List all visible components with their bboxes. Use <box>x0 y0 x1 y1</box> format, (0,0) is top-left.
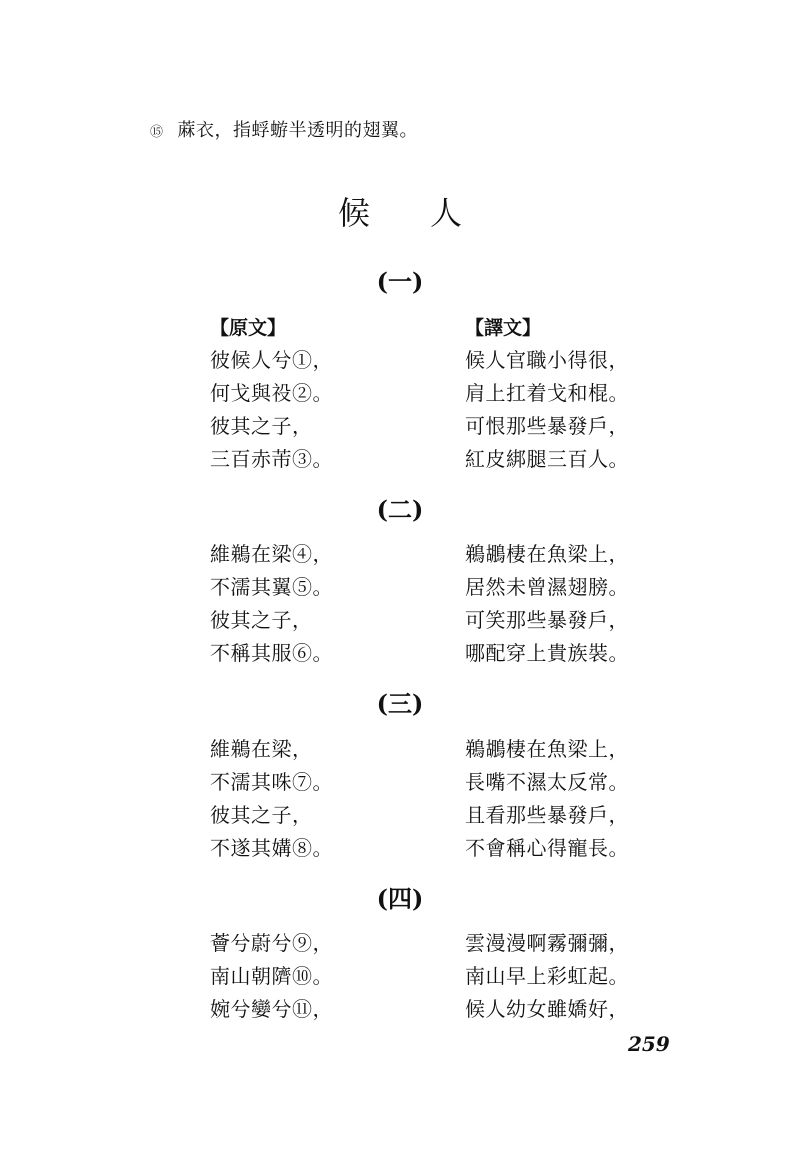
original-line: 何戈與祋②。 <box>210 381 333 405</box>
translation-line: 可笑那些暴發戶， <box>465 608 629 632</box>
translation-line: 且看那些暴發戶， <box>465 803 629 827</box>
footnote-text: 蔴衣，指蜉蝣半透明的翅翼。 <box>177 120 419 141</box>
translation-line: 長嘴不濕太反常。 <box>465 770 629 794</box>
page-number: 259 <box>628 1032 670 1056</box>
translation-line: 候人幼女雖嬌好， <box>465 997 629 1021</box>
footnote-number: ⑮ <box>150 125 164 140</box>
original-line: 不遂其媾⑧。 <box>210 836 333 860</box>
original-line: 維鵜在梁， <box>210 737 313 761</box>
original-line: 不濡其咮⑦。 <box>210 770 333 794</box>
original-line: 彼其之子， <box>210 803 313 827</box>
stanza-heading: (三) <box>376 689 424 718</box>
stanza-heading: (二) <box>376 495 424 524</box>
original-line: 維鵜在梁④， <box>210 542 333 566</box>
translation-line: 肩上扛着戈和棍。 <box>465 381 629 405</box>
translation-line: 雲漫漫啊霧彌彌， <box>465 931 629 955</box>
translation-line: 居然未曾濕翅膀。 <box>465 575 629 599</box>
translation-header: 【譯文】 <box>465 317 542 339</box>
original-line: 不稱其服⑥。 <box>210 641 333 665</box>
translation-line: 鵜鶘棲在魚梁上， <box>465 737 629 761</box>
original-line: 彼其之子， <box>210 608 313 632</box>
original-line: 南山朝隮⑩。 <box>210 964 333 988</box>
translation-line: 哪配穿上貴族裝。 <box>465 641 629 665</box>
poem-title: 候人 <box>337 194 522 232</box>
footnote <box>150 116 418 142</box>
original-line: 三百赤芾③。 <box>210 447 333 471</box>
original-line: 彼候人兮①， <box>210 348 333 372</box>
original-line: 不濡其翼⑤。 <box>210 575 333 599</box>
stanza-heading: (四) <box>376 884 424 913</box>
translation-line: 鵜鶘棲在魚梁上， <box>465 542 629 566</box>
original-line: 婉兮孌兮⑪， <box>210 997 333 1021</box>
translation-line: 不會稱心得寵長。 <box>465 836 629 860</box>
translation-line: 候人官職小得很， <box>465 348 629 372</box>
original-line: 薈兮蔚兮⑨， <box>210 931 333 955</box>
translation-line: 可恨那些暴發戶， <box>465 414 629 438</box>
original-line: 彼其之子， <box>210 414 313 438</box>
translation-line: 南山早上彩虹起。 <box>465 964 629 988</box>
stanza-heading: (一) <box>376 267 424 296</box>
original-header: 【原文】 <box>210 317 287 339</box>
translation-line: 紅皮綁腿三百人。 <box>465 447 629 471</box>
